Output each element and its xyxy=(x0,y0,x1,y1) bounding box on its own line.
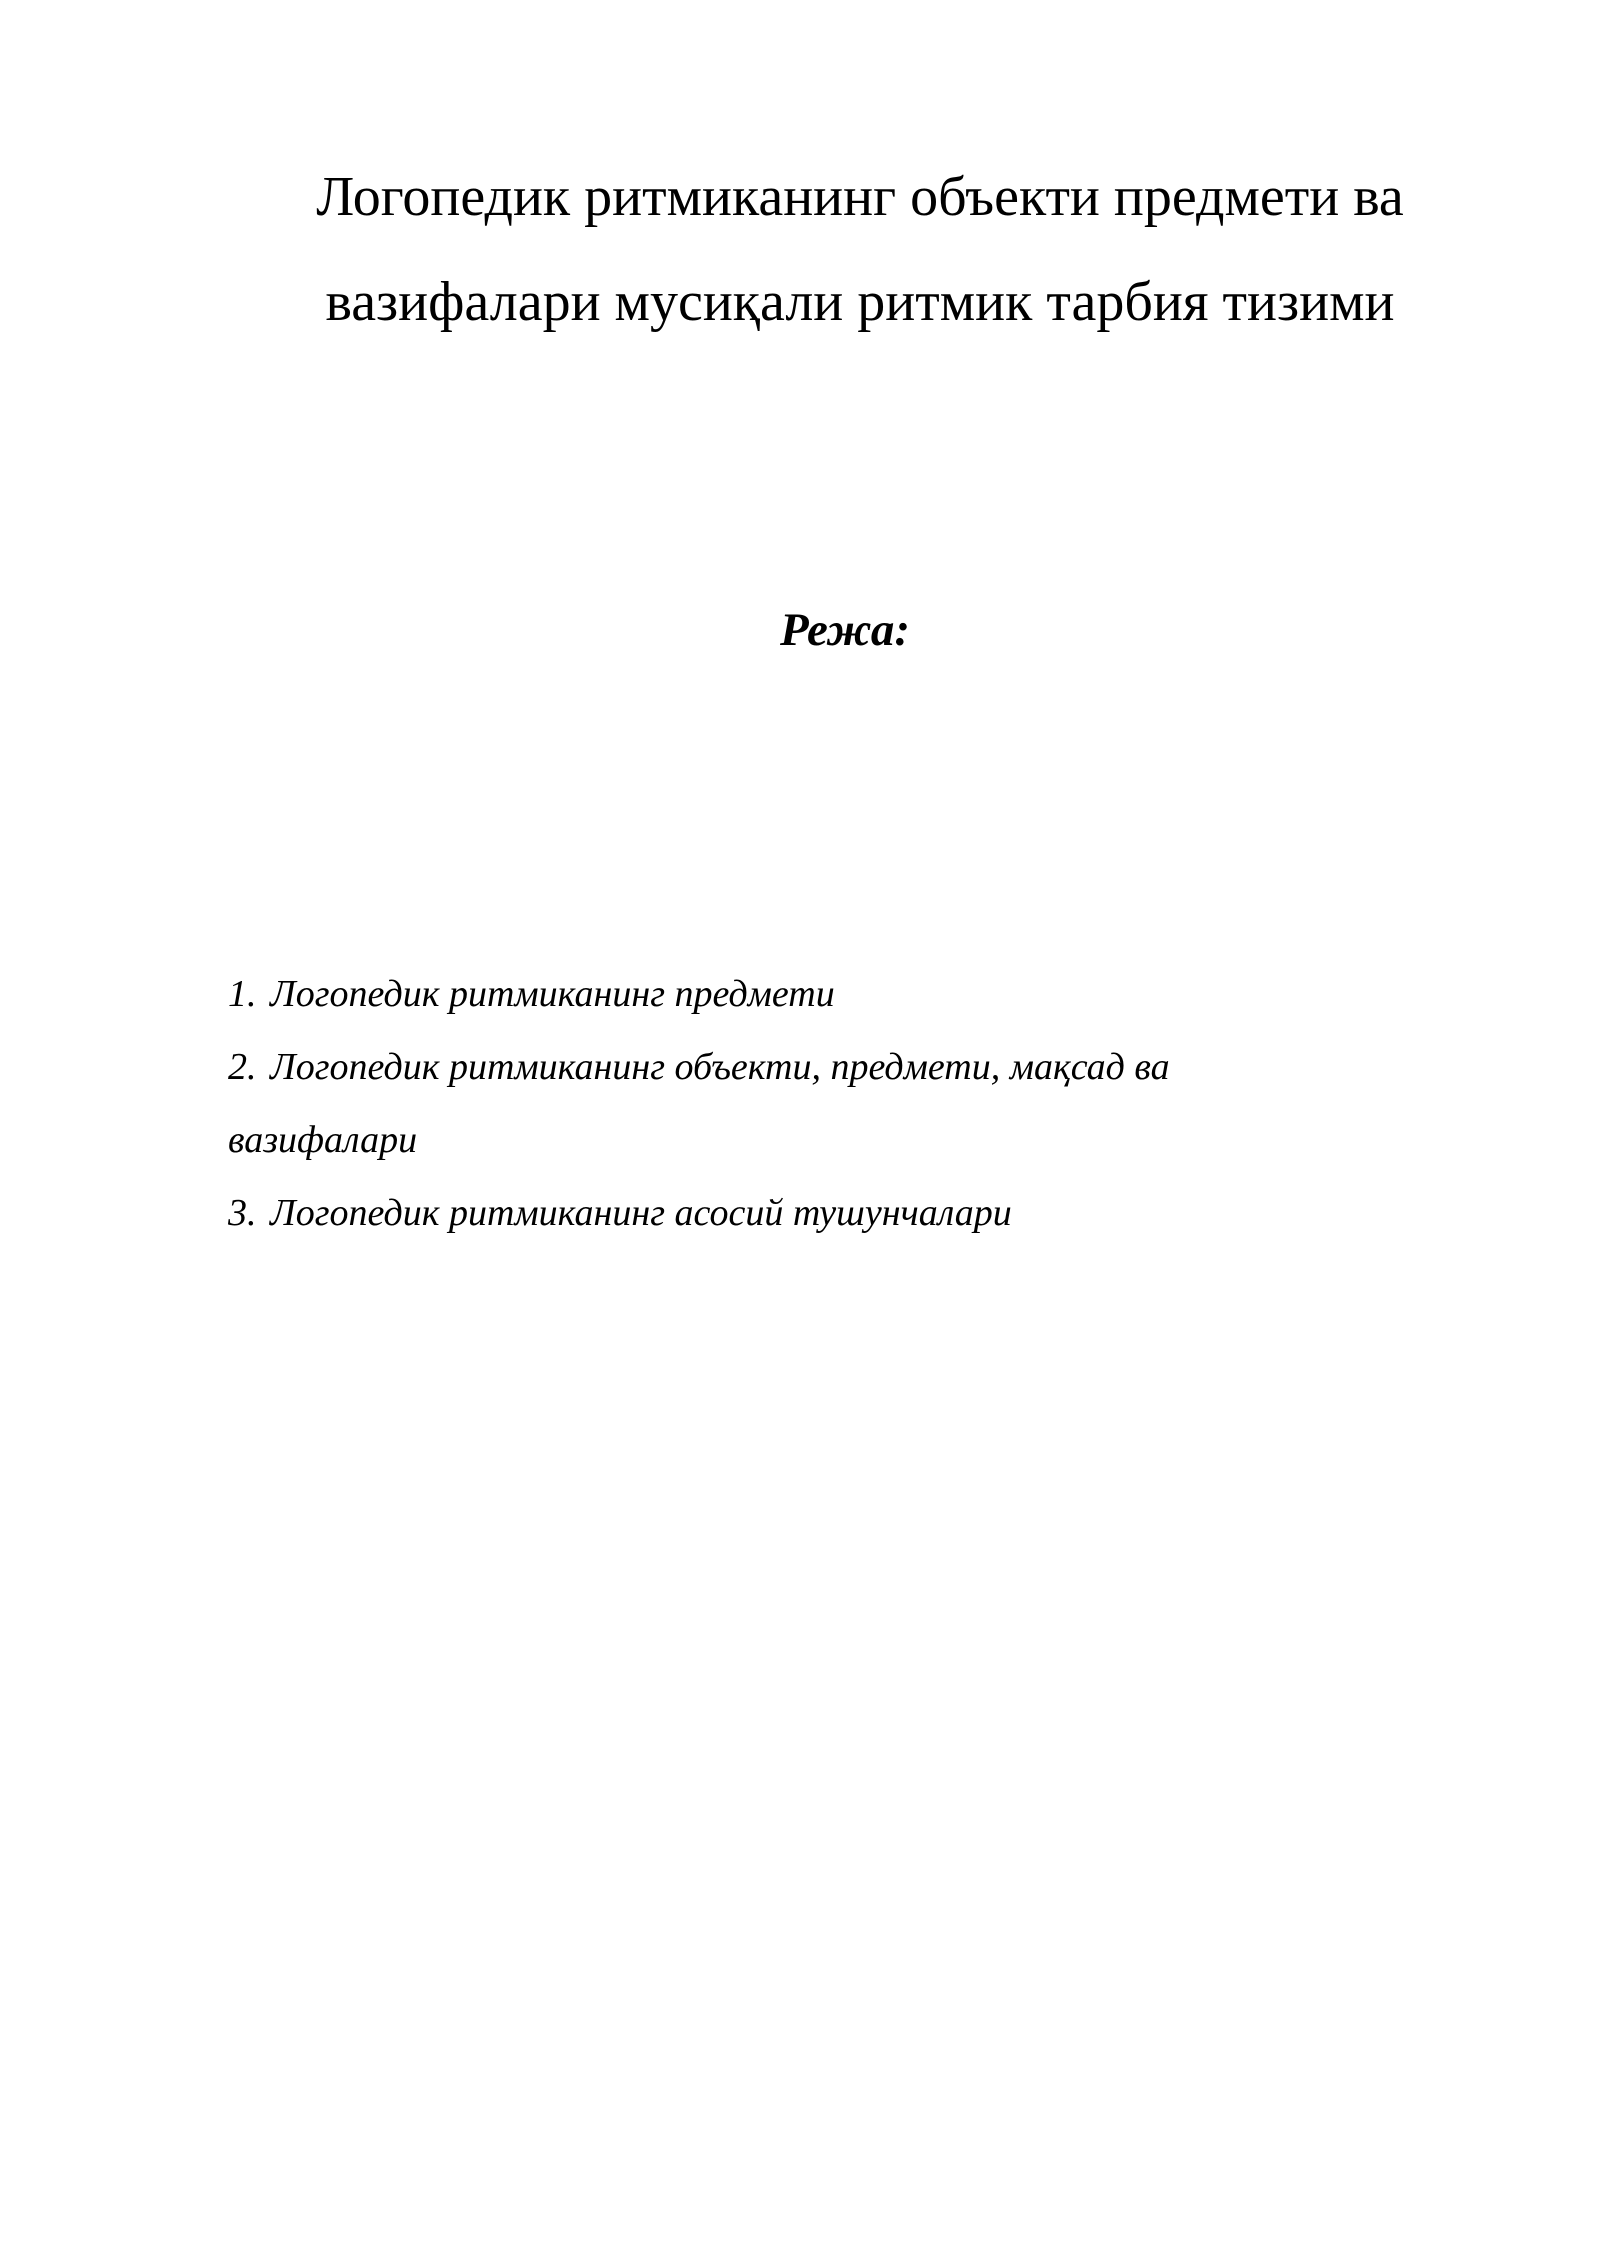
plan-item-1 xyxy=(228,958,1378,1031)
document-title xyxy=(230,145,1490,355)
plan-item-number: 1. xyxy=(228,973,257,1015)
title-line-2: вазифалари мусиқали ритмик тарбия тизими xyxy=(325,271,1395,333)
plan-item-number: 2. xyxy=(228,1046,257,1088)
plan-item-text: Логопедик ритмиканинг асосий тушунчалари xyxy=(270,1192,1012,1234)
plan-heading: Режа: xyxy=(780,604,910,656)
plan-item-text: вазифалари xyxy=(228,1119,418,1161)
title-line-1: Логопедик ритмиканинг объекти предмети ва xyxy=(316,166,1404,228)
plan-item-text: Логопедик ритмиканинг предмети xyxy=(270,973,835,1015)
plan-item-text: Логопедик ритмиканинг объекти, предмети, мақсад ва xyxy=(270,1046,1170,1088)
plan-list xyxy=(228,958,1378,1250)
plan-item-3 xyxy=(228,1177,1378,1250)
plan-item-2 xyxy=(228,1031,1378,1104)
plan-item-number: 3. xyxy=(228,1192,257,1234)
plan-item-2-continuation xyxy=(228,1104,1378,1177)
